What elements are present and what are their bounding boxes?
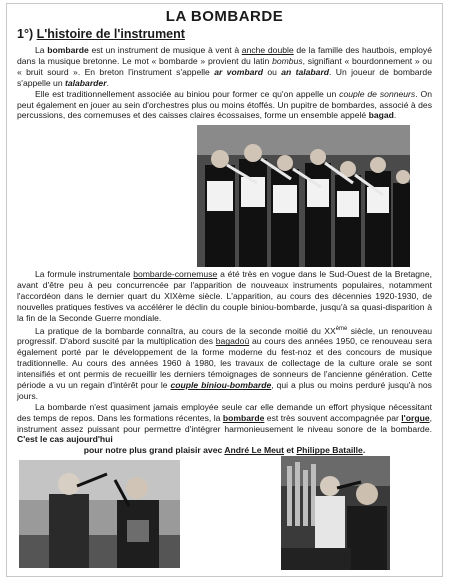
paragraph-6: pour notre plus grand plaisir avec André Le Meut et Philippe Bataille. — [83, 445, 366, 456]
bagad-photo — [197, 125, 410, 267]
paragraph-4: La pratique de la bombarde connaîtra, au cours de la seconde moitié du XXème siècle, un renouveau progressif. D'abord suscité par la multiplication des bagadoù au cours des années 1950, ce renouveau sera également porté par le développement de la forme moderne du fest-noz et des concours de musique traditionnelle. Au cours des années 1960 à 1980, les travaux de collectage de la culture orale se sont intensifiés et ont permis de recueillir les derniers témoignages de sonneurs de l'ancienne génération. Cette période a vu un regain d'intérêt pour le couple biniou-bombarde, qui a plus ou moins perduré jusqu'à nos jours. — [17, 325, 433, 401]
organ-duo-photo — [281, 456, 390, 570]
section-title: L'histoire de l'instrument — [36, 27, 185, 41]
intro-text-block — [17, 45, 432, 121]
section-heading — [17, 27, 185, 41]
musicians-outdoor-photo — [19, 460, 180, 568]
section-number: 1°) — [17, 27, 34, 41]
paragraph-5: La bombarde n'est quasiment jamais employée seule car elle demande un effort physique nécessitant des temps de repos. Dans les formations récentes, la bombarde est très souvent accompagnée par l'orgue, instrument assez puissant pour permettre d'intégrer harmonieusement le niveau sonore de la bombarde. C'est le cas aujourd'hui — [17, 401, 432, 445]
paragraph-1: La bombarde est un instrument de musique à vent à anche double de la famille des hautbois, employé dans la musique bretonne. Le mot « bombarde » provient du latin bombus, signifiant « bourdonnement » ou « bruit sourd ». En breton l'instrument s'appelle ar vombard ou an talabard. Un joueur de bombarde s'appelle un talabarder. — [17, 45, 432, 88]
paragraph-2: Elle est traditionnellement associée au biniou pour former ce qu'on appelle un couple de sonneurs. On peut également en jouer au sein d'orchestres plus ou moins étoffés. Un pupitre de bombardes, associé à des percussions, des cornemuses et des caisses claires écossaises, forme un ensemble appelé bagad. — [17, 88, 432, 121]
paragraph-3: La formule instrumentale bombarde-cornemuse a été très en vogue dans le Sud-Ouest de la Bretagne, avant d'être peu à peu concurrencée par l'apparition de nouveaux instruments populaires, notamment l'accordéon dans le dernier quart du XIXème siècle. L'apparition, au cours des décennies 1920-1930, de nouvelles pratiques festives va accélérer le déclin du couple biniou-bombarde, jusqu'à sa quasi-disparition à la fin de la Seconde Guerre mondiale. — [17, 269, 432, 323]
history-text-block — [17, 269, 432, 456]
page-title: LA BOMBARDE — [165, 8, 284, 25]
document-page — [6, 3, 443, 577]
